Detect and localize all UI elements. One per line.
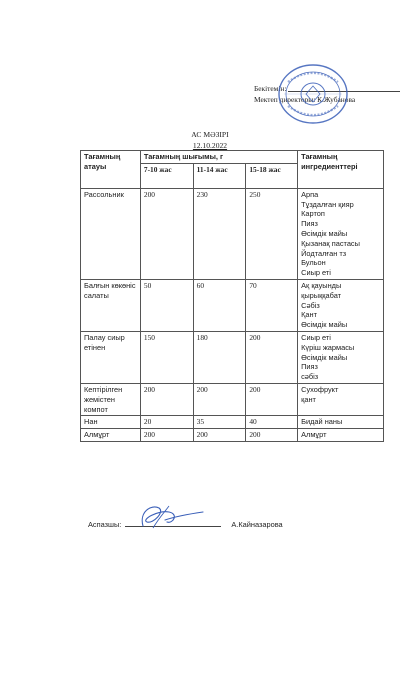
cook-signature-block: [88, 518, 283, 529]
portion-cell: 230: [193, 188, 246, 279]
dish-header: Тағамның атауы: [81, 151, 141, 189]
menu-date: 12.10.2022: [192, 141, 228, 150]
handwritten-signature-icon: [129, 498, 209, 534]
ingredient: Бидай наны: [301, 417, 343, 427]
age-group-header: 7-10 жас: [140, 163, 193, 188]
ingredient: Алмұрт: [301, 430, 327, 440]
ingredients-cell: [298, 383, 384, 415]
ingredient: Сәбіз: [301, 300, 320, 310]
ingredient: Тұздалған қияр: [301, 199, 354, 209]
ingredient: Сиыр еті: [301, 268, 331, 278]
portion-cell: 60: [193, 279, 246, 331]
ingredient: Арпа: [301, 189, 319, 199]
dish-cell: Алмұрт: [81, 429, 141, 442]
approval-label: Бекітемін:: [254, 84, 287, 93]
ingredient: Ақ қауынды: [301, 280, 342, 290]
dish-cell: Балғын көкөніс салаты: [81, 279, 141, 331]
ingredients-cell: [298, 429, 384, 442]
portion-cell: 200: [193, 429, 246, 442]
ingredients-cell: [298, 331, 384, 383]
ingredient: сәбіз: [301, 372, 319, 382]
dish-cell: Палау сиыр етінен: [81, 331, 141, 383]
table-row: [81, 331, 384, 383]
ingredient: Қант: [301, 310, 317, 320]
ingredient: Сухофрукт: [301, 384, 339, 394]
dish-cell: Рассольник: [81, 188, 141, 279]
ingredients-cell: [298, 416, 384, 429]
menu-title: АС МӘЗІРІ: [191, 130, 229, 139]
portion-cell: 200: [140, 188, 193, 279]
ingredients-cell: [298, 188, 384, 279]
dish-cell: Нан: [81, 416, 141, 429]
ingredient: Күріш жармасы: [301, 342, 355, 352]
ingredient: Сиыр еті: [301, 332, 331, 342]
table-row: [81, 416, 384, 429]
portion-cell: 50: [140, 279, 193, 331]
director-line: Мектеп директоры: К.Жубанова: [254, 95, 356, 104]
cook-name: А.Кайназарова: [231, 520, 283, 529]
portion-cell: 150: [140, 331, 193, 383]
portion-cell: 200: [140, 383, 193, 415]
portion-cell: 200: [193, 383, 246, 415]
age-group-header: 15-18 жас: [246, 163, 298, 188]
ingredients-cell: [298, 279, 384, 331]
table-header-row: [81, 151, 384, 164]
table-row: [81, 188, 384, 279]
portion-cell: 200: [246, 383, 298, 415]
portion-cell: 200: [246, 429, 298, 442]
ingredient: Йодталған тз: [301, 248, 347, 258]
ingredient: Өсімдік майы: [301, 352, 348, 362]
portion-cell: 70: [246, 279, 298, 331]
portion-cell: 200: [246, 331, 298, 383]
ingredient: қырыққабат: [301, 290, 342, 300]
table-row: [81, 279, 384, 331]
dish-cell: Кептірілген жемістен компот: [81, 383, 141, 415]
ingredient: Өсімдік майы: [301, 228, 348, 238]
ingredient: қант: [301, 394, 316, 404]
cook-label: Аспазшы:: [88, 520, 122, 529]
portion-header: Тағамның шығымы, г: [140, 151, 297, 164]
ingredient: Пияз: [301, 219, 318, 229]
school-stamp-icon: [276, 62, 350, 126]
table-row: [81, 429, 384, 442]
portion-cell: 250: [246, 188, 298, 279]
ingredient: Картоп: [301, 209, 325, 219]
ingredient: Өсімдік майы: [301, 320, 348, 330]
portion-cell: 180: [193, 331, 246, 383]
portion-cell: 40: [246, 416, 298, 429]
menu-table: [80, 150, 384, 442]
age-group-header: 11-14 жас: [193, 163, 246, 188]
portion-cell: 20: [140, 416, 193, 429]
cook-signature-line: [125, 518, 221, 527]
ingredients-header: Тағамның ингредиенттері: [298, 151, 384, 189]
ingredient: Пияз: [301, 362, 318, 372]
portion-cell: 200: [140, 429, 193, 442]
portion-cell: 35: [193, 416, 246, 429]
ingredient: Қызанақ пастасы: [301, 238, 360, 248]
table-row: [81, 383, 384, 415]
ingredient: Бульон: [301, 258, 326, 268]
